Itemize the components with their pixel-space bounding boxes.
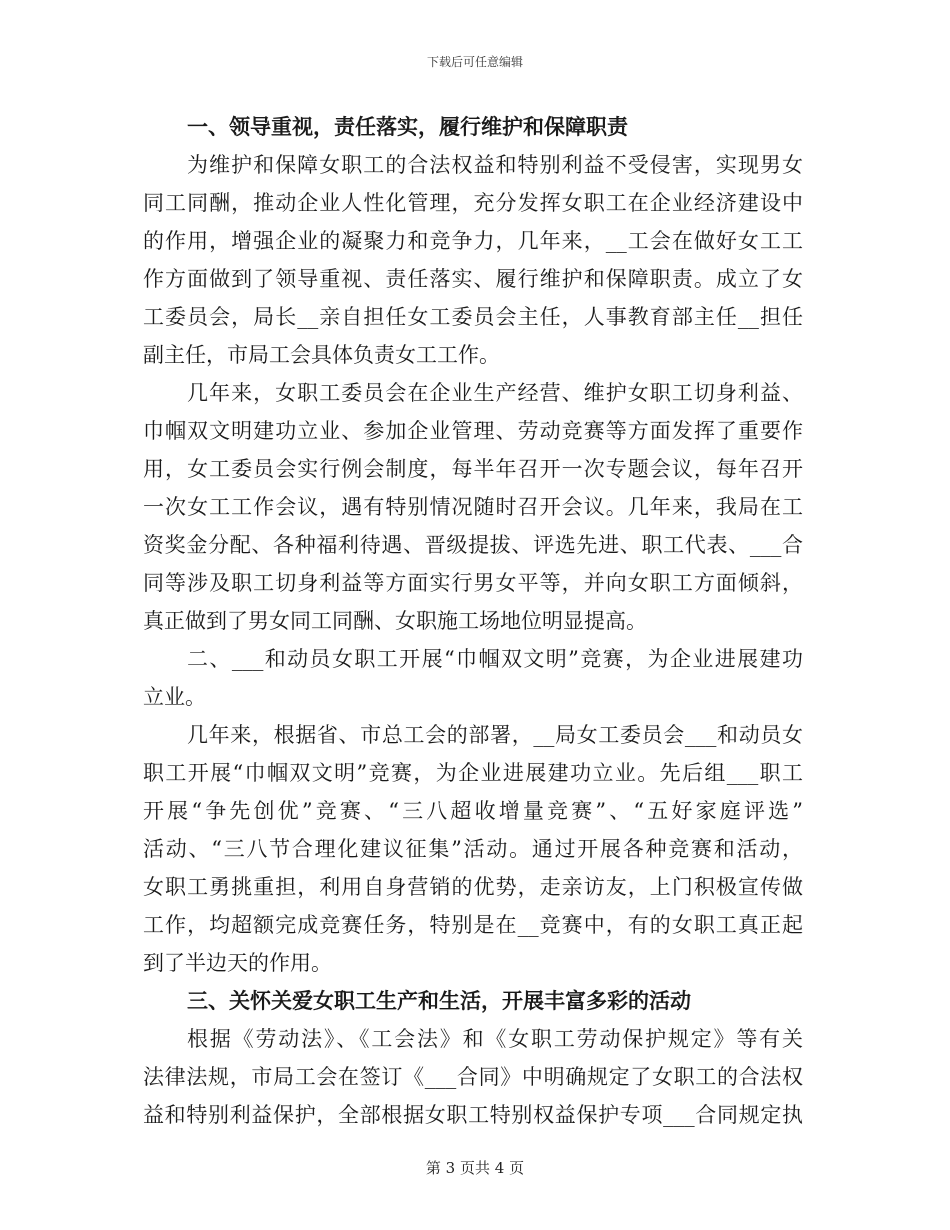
paragraph-line: 同等涉及职工切身利益等方面实行男女平等，并向女职工方面倾斜， xyxy=(143,571,803,595)
section-heading: 一、领导重视，责任落实，履行维护和保障职责 xyxy=(187,114,628,139)
paragraph-line: 真正做到了男女同工同酬、女职施工场地位明显提高。 xyxy=(143,609,647,633)
paragraph xyxy=(143,374,803,640)
paragraph-line: 副主任，市局工会具体负责女工工作。 xyxy=(143,343,500,367)
paragraph-line: 巾帼双文明建功立业、参加企业管理、劳动竞赛等方面发挥了重要作 xyxy=(143,419,803,443)
paragraph xyxy=(143,640,803,716)
paragraph-line: 女职工勇挑重担，利用自身营销的优势，走亲访友，上门积极宣传做 xyxy=(143,875,803,899)
paragraph-line: 几年来，根据省、市总工会的部署，__局女工委员会___和动员女 xyxy=(187,723,803,747)
paragraph-line: 法律法规，市局工会在签订《___合同》中明确规定了女职工的合法权 xyxy=(143,1065,803,1089)
paragraph-line: 到了半边天的作用。 xyxy=(143,951,332,975)
paragraph-line: 根据《劳动法》、《工会法》和《女职工劳动保护规定》等有关 xyxy=(187,1027,803,1051)
paragraph-line: 为维护和保障女职工的合法权益和特别利益不受侵害，实现男女 xyxy=(187,153,803,177)
paragraph-line: 工委员会，局长__亲自担任女工委员会主任，人事教育部主任__担任 xyxy=(143,305,803,329)
section-heading: 三、关怀关爱女职工生产和生活，开展丰富多彩的活动 xyxy=(187,988,691,1013)
page-number: 第 3 页共 4 页 xyxy=(425,1159,525,1177)
paragraph-line: 立业。 xyxy=(143,685,206,709)
paragraph-line: 几年来，女职工委员会在企业生产经营、维护女职工切身利益、 xyxy=(187,381,803,405)
paragraph xyxy=(143,1020,803,1134)
paragraph-line: 作方面做到了领导重视、责任落实、履行维护和保障职责。成立了女 xyxy=(143,267,803,291)
paragraph-line: 活动、“三八节合理化建议征集”活动。通过开展各种竞赛和活动， xyxy=(143,837,803,861)
paragraph-line: 职工开展“巾帼双文明”竞赛，为企业进展建功立业。先后组___职工 xyxy=(143,761,803,785)
paragraph-line: 工作，均超额完成竞赛任务，特别是在__竞赛中，有的女职工真正起 xyxy=(143,913,803,937)
paragraph-line: 二、___和动员女职工开展“巾帼双文明”竞赛，为企业进展建功 xyxy=(187,647,803,671)
paragraph-line: 益和特别利益保护，全部根据女职工特别权益保护专项___合同规定执 xyxy=(143,1103,803,1127)
document-body xyxy=(143,108,803,1134)
paragraph-line: 同工同酬，推动企业人性化管理，充分发挥女职工在企业经济建设中 xyxy=(143,191,803,215)
page-header: 下载后可任意编辑 xyxy=(426,55,523,69)
paragraph-line: 的作用，增强企业的凝聚力和竞争力，几年来，__工会在做好女工工 xyxy=(143,229,803,253)
paragraph-line: 开展“争先创优”竞赛、“三八超收增量竞赛”、“五好家庭评选” xyxy=(143,799,803,823)
paragraph xyxy=(143,146,803,374)
paragraph-line: 一次女工工作会议，遇有特别情况随时召开会议。几年来，我局在工 xyxy=(143,495,803,519)
paragraph xyxy=(143,716,803,982)
paragraph-line: 资奖金分配、各种福利待遇、晋级提拔、评选先进、职工代表、___合 xyxy=(143,533,803,557)
paragraph-line: 用，女工委员会实行例会制度，每半年召开一次专题会议，每年召开 xyxy=(143,457,803,481)
